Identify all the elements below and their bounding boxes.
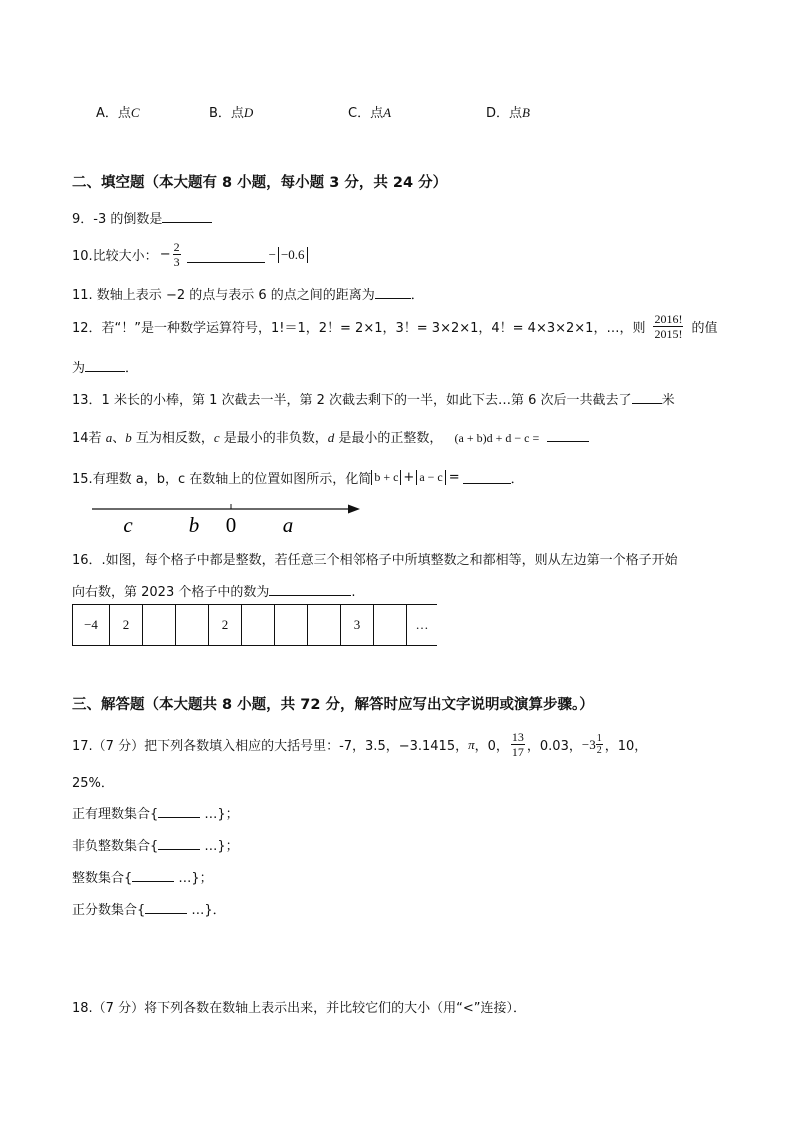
question-12-line2: 为 ．: [72, 361, 139, 376]
grid-cell: [275, 605, 308, 646]
number-line-figure: [88, 496, 368, 540]
answer-blank: [162, 210, 212, 223]
grid-cell: [176, 605, 209, 646]
question-12: 12．若“！”是一种数学运算符号，1!＝1，2！= 2×1，3！= 3×2×1，4！= 4×3×2×1，…，则 $\frac{2016!}{2015!}$ 的值: [72, 312, 718, 341]
number-line-arrow: [348, 505, 360, 514]
answer-blank: [85, 359, 125, 372]
question-9: 9．-3 的倒数是: [72, 208, 212, 227]
grid-cell: −4: [73, 605, 110, 646]
set-nonnegative-integer: 非负整数集合{ …}；: [72, 839, 239, 854]
grid-cell: [143, 605, 176, 646]
answer-blank: [132, 869, 174, 882]
answer-blank: [158, 837, 200, 850]
set-positive-fraction: 正分数集合{ …}．: [72, 903, 226, 918]
answer-blank: [158, 805, 200, 818]
option-a: A．点C: [96, 105, 140, 121]
grid-cell: …: [407, 605, 438, 646]
grid-cell: 2: [110, 605, 143, 646]
absolute-value: −0.6: [278, 247, 308, 263]
section-title-solve: 三、解答题（本大题共 8 小题，共 72 分，解答时应写出文字说明或演算步骤。）: [72, 697, 594, 713]
absolute-value: a − c: [416, 470, 445, 485]
mixed-fraction: $\frac{1}{2}$: [596, 733, 602, 756]
grid-cell: 2: [209, 605, 242, 646]
label-c: c: [123, 513, 133, 537]
label-b: b: [188, 513, 200, 537]
fraction: $\frac{13}{17}$: [511, 730, 524, 759]
answer-blank: [375, 286, 411, 299]
grid-cell: [308, 605, 341, 646]
question-17-line2: 25%．: [72, 776, 114, 791]
question-10: 10.比较大小： − $\frac{2}{3}$ − −0.6: [72, 240, 308, 269]
section-title-fill-in: 二、填空题（本大题有 8 小题，每小题 3 分，共 24 分）: [72, 175, 448, 191]
grid-cell: [242, 605, 275, 646]
question-15: 15.有理数 a，b，c 在数轴上的位置如图所示，化简 b + c + a − c = ．: [72, 470, 524, 487]
grid-cell: 3: [341, 605, 374, 646]
answer-blank: [547, 429, 589, 442]
label-a: a: [282, 513, 294, 537]
question-16: 16．.如图，每个格子中都是整数，若任意三个相邻格子中所填整数之和都相等，则从左边第一个格子开始: [72, 553, 678, 568]
question-17: 17.（7 分）把下列各数填入相应的大括号里：-7，3.5，−3.1415， π ，0， $\frac{13}{17}$ ，0.03， −3 $\frac{1}{2}$ ，10，: [72, 730, 648, 759]
absolute-value: b + c: [371, 470, 401, 485]
option-d: D．点B: [486, 105, 530, 121]
question-13: 13．1 米长的小棒，第 1 次截去一半，第 2 次截去剩下的一半，如此下去…第 6 次后一共截去了 米: [72, 393, 675, 408]
question-18: 18.（7 分）将下列各数在数轴上表示出来，并比较它们的大小（用“<”连接）．: [72, 1001, 526, 1016]
set-positive-rational: 正有理数集合{ …}；: [72, 807, 239, 822]
option-c: C．点A: [348, 105, 392, 121]
option-b: B．点D: [209, 105, 254, 121]
question-14: 14若 a、b 互为相反数，c 是最小的非负数，d 是最小的正整数， (a + b)d + d − c =: [72, 427, 589, 446]
label-zero: 0: [225, 513, 237, 537]
answer-blank: [632, 391, 662, 404]
answer-blank: [463, 471, 511, 484]
fraction: $\frac{2016!}{2015!}$: [654, 312, 683, 341]
set-integer: 整数集合{ …}；: [72, 871, 213, 886]
answer-blank: [187, 246, 265, 263]
question-16-line2: 向右数，第 2023 个格子中的数为 .: [72, 585, 356, 600]
fraction: $\frac{2}{3}$: [173, 240, 180, 269]
grid-cell: [374, 605, 407, 646]
answer-blank: [269, 583, 351, 596]
question-11: 11. 数轴上表示 −2 的点与表示 6 的点之间的距离为 ．: [72, 288, 424, 303]
number-grid: [72, 604, 437, 646]
answer-blank: [145, 901, 187, 914]
